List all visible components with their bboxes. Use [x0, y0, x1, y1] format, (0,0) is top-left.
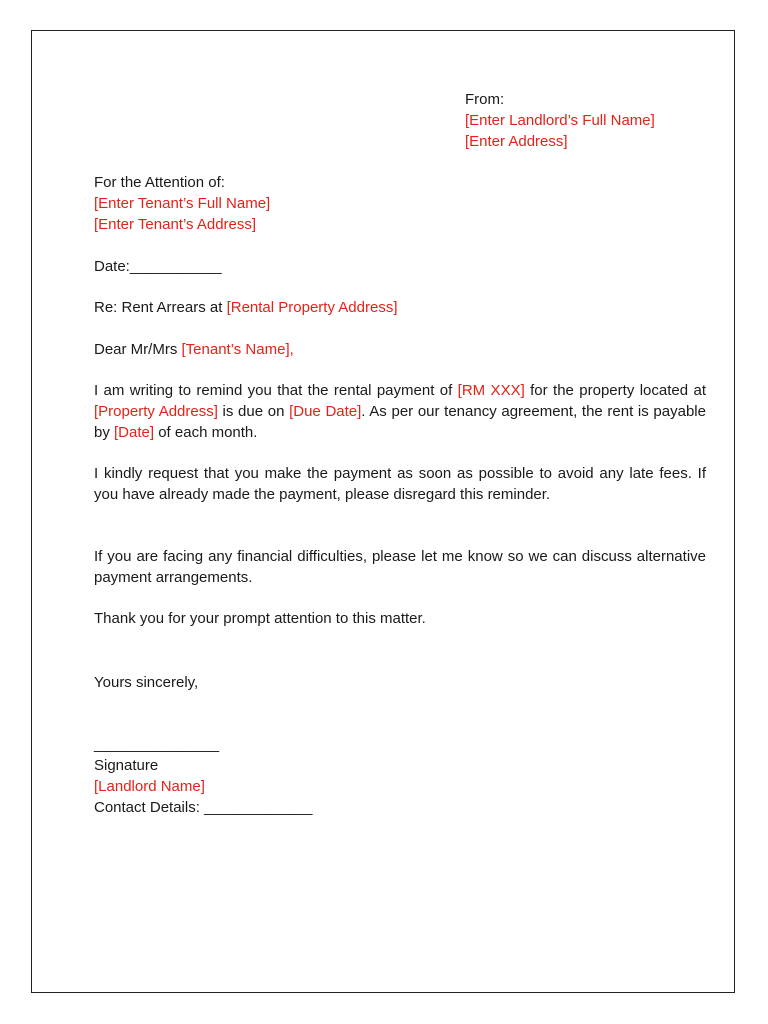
subject-line — [94, 297, 706, 318]
para3-text: If you are facing any financial difficulties, please let me know so we can discuss alternative payment arrangements. — [94, 548, 706, 586]
closing-line — [94, 672, 706, 693]
para2-text: I kindly request that you make the payment as soon as possible to avoid any late fees. If you have already made the payment, please disregard this reminder. — [94, 465, 706, 503]
date-blank: ___________ — [129, 258, 222, 275]
salutation-line — [94, 339, 706, 360]
paragraph-thanks — [94, 608, 706, 629]
sender-block — [465, 89, 655, 152]
salutation-prefix: Dear Mr/Mrs — [94, 341, 182, 358]
para1-text-5: of each month. — [154, 424, 258, 441]
para1-text-4: . As per our tenancy agreement, the rent is payable by — [94, 403, 706, 441]
para1-text-2: for the property located at — [524, 382, 706, 399]
paragraph-reminder — [94, 380, 706, 443]
tenant-salutation-placeholder: [Tenant’s Name], — [181, 341, 294, 358]
from-label: From: — [465, 91, 505, 108]
signature-label: Signature — [94, 757, 159, 774]
document-page — [31, 30, 735, 993]
landlord-name-signature-placeholder: [Landlord Name] — [94, 778, 205, 795]
signature-line: _______________ — [94, 736, 220, 753]
paragraph-request — [94, 463, 706, 505]
rental-property-placeholder: [Rental Property Address] — [226, 299, 398, 316]
contact-details-label: Contact Details: — [94, 799, 205, 816]
paragraph-difficulties — [94, 546, 706, 588]
tenant-address-placeholder: [Enter Tenant’s Address] — [94, 216, 257, 233]
para1-text-3: is due on — [217, 403, 290, 420]
amount-placeholder: [RM XXX] — [457, 382, 525, 399]
due-date-placeholder: [Due Date] — [289, 403, 362, 420]
signature-block — [94, 734, 706, 818]
contact-details-blank: _____________ — [204, 799, 313, 816]
para4-text: Thank you for your prompt attention to this matter. — [94, 610, 426, 627]
subject-prefix: Re: Rent Arrears at — [94, 299, 227, 316]
attention-label: For the Attention of: — [94, 174, 225, 191]
date-label: Date: — [94, 258, 130, 275]
para1-text-1: I am writing to remind you that the rental payment of — [94, 382, 458, 399]
payable-date-placeholder: [Date] — [114, 424, 155, 441]
recipient-block — [94, 172, 706, 235]
date-line — [94, 256, 706, 277]
property-address-placeholder: [Property Address] — [94, 403, 218, 420]
tenant-name-placeholder: [Enter Tenant’s Full Name] — [94, 195, 271, 212]
landlord-address-placeholder: [Enter Address] — [465, 133, 568, 150]
closing-text: Yours sincerely, — [94, 674, 199, 691]
landlord-name-placeholder: [Enter Landlord’s Full Name] — [465, 112, 655, 129]
